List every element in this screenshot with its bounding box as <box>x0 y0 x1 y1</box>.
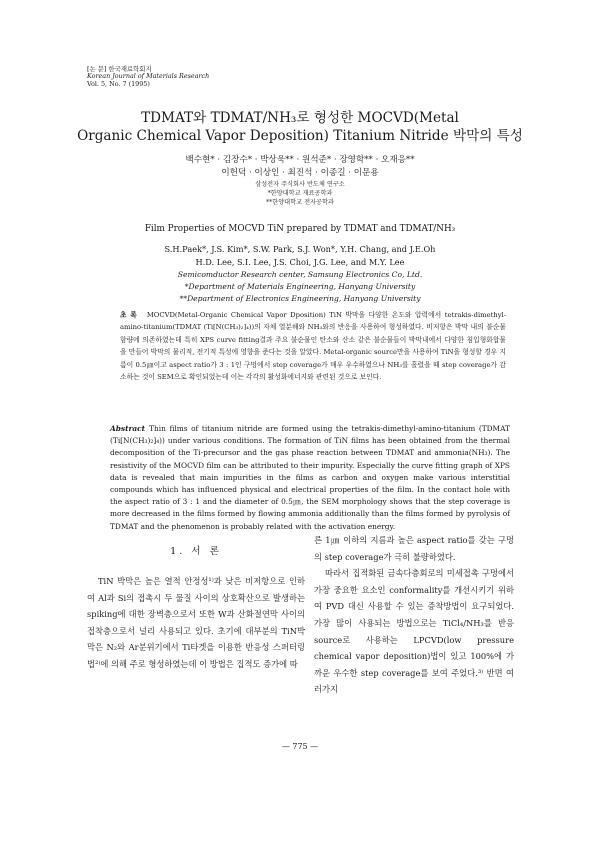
abstract-ko-label: 초 록 <box>120 311 137 319</box>
body-column-right <box>314 532 514 698</box>
journal-header-en: Korean Journal of Materials Research <box>87 72 210 81</box>
affiliation-ko-2: *한양대학교 재료공학과 <box>267 190 333 197</box>
section-1-heading: 1. 서 론 <box>170 546 222 557</box>
abstract-ko <box>120 309 506 383</box>
body-left-paragraph: TiN 박막은 높은 열적 안정성¹⁾과 낮은 비저항으로 인하여 Al과 Si의 접촉시 두 물질 사이의 상호확산으로 발생하는 spiking에 대한 장벽층으로서 또한 W과 산화절연막 사이의 접착층으로서 널리 사용되고 있다. 초기에 대부분의 TiN박막은 N₂와 Ar분위기에서 Ti타겟을 이용한 반응성 스퍼터링법²⁾에 의해 주로 형성하였는데 이 방법은 집적도 증가에 따 <box>87 576 305 669</box>
abstract-ko-text: MOCVD(Metal-Organic Chemical Vapor Dposition) TiN 박막을 다양한 온도와 압력에서 tetrakis-dimethyl-amino-titanium(TDMAT (Ti[N(CH₃)₂]₄))의 자체 열분해와 NH₃와의 반응을 사용하여 형성하였다. 비저항은 박막 내의 불순물 함량에 의존하였는데 특히 XPS curve fitting결과 주요 불순물인 탄소와 산소 같은 불순물들이 박막내에서 다양한 침입형화합물을 만들어 박막의 물리적, 전기적 특성에 영향을 준다는 것을 알았다. Metal-organic source만을 사용하여 TiN을 형성할 경우 지름이 0.5㎛이고 aspect ratio가 3 : 1인 구멍에서 step coverage가 매우 우수하였으나 NH₃를 흘렸을 때 step coverage가 감소하는 것이 SEM으로 확인되었는데 이는 각각의 활성화에너지와 관련된 것으로 보인다. <box>120 311 507 382</box>
title-ko-line2: Organic Chemical Vapor Deposition) Titanium Nitride 박막의 특성 <box>77 128 523 144</box>
affiliation-ko-1: 삼성전자 주식회사 반도체 연구소 <box>255 181 345 188</box>
affiliation-en-1: Semicomductor Research center, Samsung Electronics Co, Ltd. <box>177 270 423 279</box>
abstract-en-text: Thin films of titanium nitride are formed using the tetrakis-dimethyl-amino-titanium (TDMAT (Ti[N(CH₃)₂]₄)) under various conditions. The formation of TiN films has been obtained from the thermal decomposition of the Ti-precursor and the gas phase reaction between TDMAT and ammonia(NH₃). The resistivity of the MOCVD film can be attributed to their impurity. Especially the curve fitting graph of XPS data is revealed that main impurities in the films as carbon and oxygen make various interstitial compounds which has influenced physical and electrical properties of the film. In the contact hole with the aspect ratio of 3 : 1 and the diameter of 0.5㎛, the SEM morphology shows that the step coverage is more decreased in the films formed by flowing ammonia additionally than the films formed by pyrolysis of TDMAT and the phenomenon is probably related with the activation energy. <box>110 424 510 531</box>
authors-ko-line2: 이헌덕 · 이상인 · 최진석 · 이종길 · 이문용 <box>221 168 379 178</box>
affiliations-ko <box>100 180 500 207</box>
authors-en-line2: H.D. Lee, S.I. Lee, J.S. Choi, J.G. Lee, and M.Y. Lee <box>195 257 405 267</box>
authors-ko-line1: 백수현* · 김장수* · 박상욱** · 원석준* · 장영학** · 오재응** <box>185 155 415 165</box>
body-right-paragraph-2: 따라서 집적화된 금속다층회로의 미세접촉 구멍에서 가장 중요한 요소인 conformality를 개선시키기 위하여 PVD 대신 사용할 수 있는 증착방법이 요구되었다. 가장 많이 사용되는 방법으로는 TiCl₄/NH₃를 반응 source로 사용하는 LPCVD(low pressure chemical vapor deposition)법이 있고 100%에 가까운 우수한 step coverage를 보여 주었다.³⁾ 반면 여러가지 <box>314 568 514 695</box>
affiliation-en-3: **Department of Electronics Engineering, Hanyang University <box>179 294 421 303</box>
body-right-paragraph-1: 른 1㎛ 이하의 지름과 높은 aspect ratio를 갖는 구멍의 step coverage가 극히 불량하였다. <box>314 535 514 562</box>
body-column-left <box>87 573 305 673</box>
abstract-en <box>110 423 510 533</box>
affiliation-ko-3: **한양대학교 전자공학과 <box>266 199 334 206</box>
affiliation-en-2: *Department of Materials Engineering, Hanyang University <box>184 282 416 291</box>
title-ko-line1: TDMAT와 TDMAT/NH₃로 형성한 MOCVD(Metal <box>141 110 459 126</box>
authors-en-line1: S.H.Paek*, J.S. Kim*, S.W. Park, S.J. Won*, Y.H. Chang, and J.E.Oh <box>164 244 436 254</box>
page-number: — 775 — <box>281 742 319 751</box>
abstract-en-label: Abstract <box>110 424 146 433</box>
journal-volume: Vol. 5, No. 7 (1995) <box>87 79 150 88</box>
title-en: Film Properties of MOCVD TiN prepared by TDMAT and TDMAT/NH₃ <box>144 224 456 234</box>
journal-header <box>87 66 209 88</box>
journal-header-ko: [논 문] 한국재료학회지 <box>87 65 152 73</box>
